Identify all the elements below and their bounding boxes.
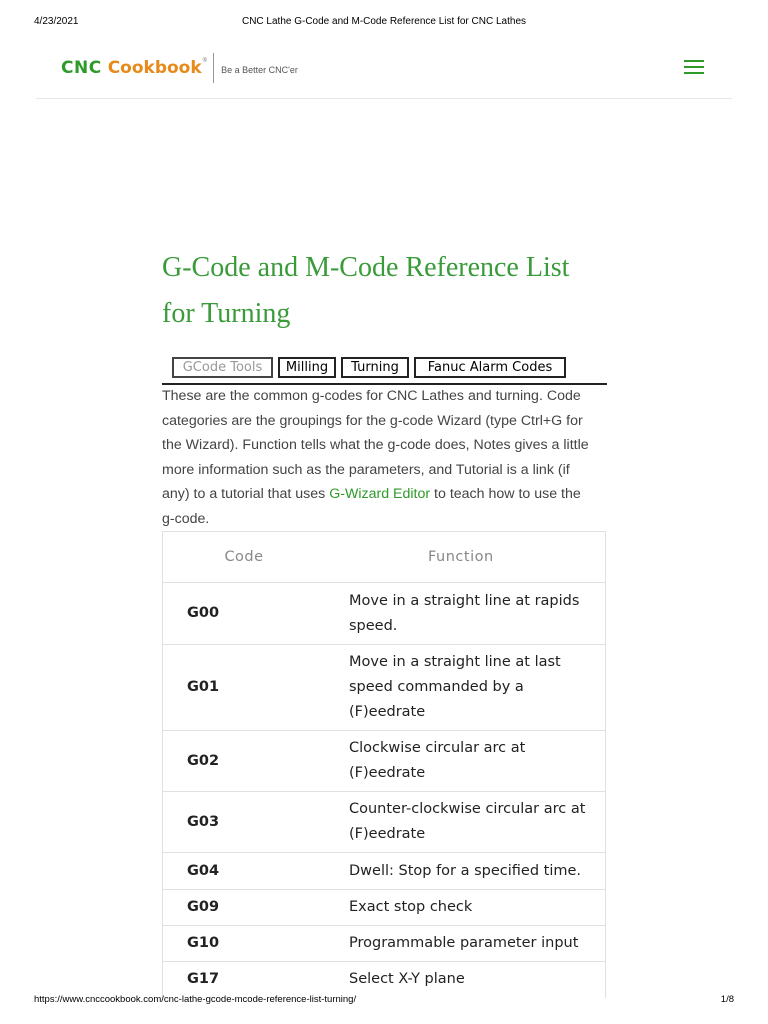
table-row <box>163 926 606 962</box>
table-row <box>163 792 606 853</box>
code-cell: G03 <box>163 792 327 853</box>
function-cell: Move in a straight line at last speed commanded by a (F)eedrate <box>326 645 606 731</box>
g-wizard-editor-link[interactable]: G-Wizard Editor <box>329 486 431 503</box>
main-content <box>162 245 606 337</box>
table-header-row <box>163 532 606 583</box>
intro-text: These are the common g-codes for CNC Lathes and turning. Code categories are the groupings for the g-code Wizard (type Ctrl+G for the Wizard). Function tells what the g-code does, Notes gives a little more information such as the parameters, and Tutorial is a link (if any) to a tutorial that uses <box>162 388 589 503</box>
tab-bar <box>162 357 607 385</box>
table-row <box>163 731 606 792</box>
table-row <box>163 853 606 890</box>
print-document-title: CNC Lathe G-Code and M-Code Reference List for CNC Lathes <box>241 16 527 27</box>
function-cell: Exact stop check <box>326 890 606 926</box>
code-cell: G02 <box>163 731 327 792</box>
code-cell: G04 <box>163 853 327 890</box>
site-logo[interactable] <box>61 54 298 82</box>
hamburger-menu-icon[interactable] <box>684 60 704 76</box>
table-row <box>163 890 606 926</box>
code-cell: G17 <box>163 962 327 998</box>
function-cell: Counter-clockwise circular arc at (F)eedrate <box>326 792 606 853</box>
function-cell: Dwell: Stop for a specified time. <box>326 853 606 890</box>
table-row <box>163 962 606 998</box>
print-header <box>34 16 734 30</box>
print-page-number: 1/8 <box>720 994 734 1005</box>
function-cell: Move in a straight line at rapids speed. <box>326 583 606 645</box>
column-header-code[interactable]: Code <box>163 532 327 583</box>
logo-cnc-text: CNC <box>61 58 102 78</box>
tab-gcode-tools[interactable]: GCode Tools <box>172 357 273 378</box>
logo-registered-mark: ® <box>202 58 208 64</box>
logo-cookbook-text: Cookbook <box>107 58 202 78</box>
tab-turning[interactable]: Turning <box>341 357 409 378</box>
code-cell: G10 <box>163 926 327 962</box>
tab-milling[interactable]: Milling <box>278 357 336 378</box>
print-date: 4/23/2021 <box>34 16 79 27</box>
logo-tagline: Be a Better CNC'er <box>221 64 298 75</box>
gcode-table <box>162 531 606 998</box>
logo-divider <box>213 53 214 83</box>
code-cell: G09 <box>163 890 327 926</box>
table-row <box>163 583 606 645</box>
intro-paragraph <box>162 384 592 532</box>
page-title: G-Code and M-Code Reference List for Turning <box>162 252 570 329</box>
tab-fanuc-alarm-codes[interactable]: Fanuc Alarm Codes <box>414 357 566 378</box>
function-cell: Programmable parameter input <box>326 926 606 962</box>
code-cell: G00 <box>163 583 327 645</box>
intro-text-after: to teach how to use the g-code. <box>162 486 581 527</box>
function-cell: Clockwise circular arc at (F)eedrate <box>326 731 606 792</box>
table-row <box>163 645 606 731</box>
column-header-function[interactable]: Function <box>326 532 606 583</box>
code-cell: G01 <box>163 645 327 731</box>
site-header <box>36 48 732 99</box>
print-url: https://www.cnccookbook.com/cnc-lathe-gcode-mcode-reference-list-turning/ <box>34 994 357 1005</box>
print-footer <box>34 994 734 1008</box>
function-cell: Select X-Y plane <box>326 962 606 998</box>
